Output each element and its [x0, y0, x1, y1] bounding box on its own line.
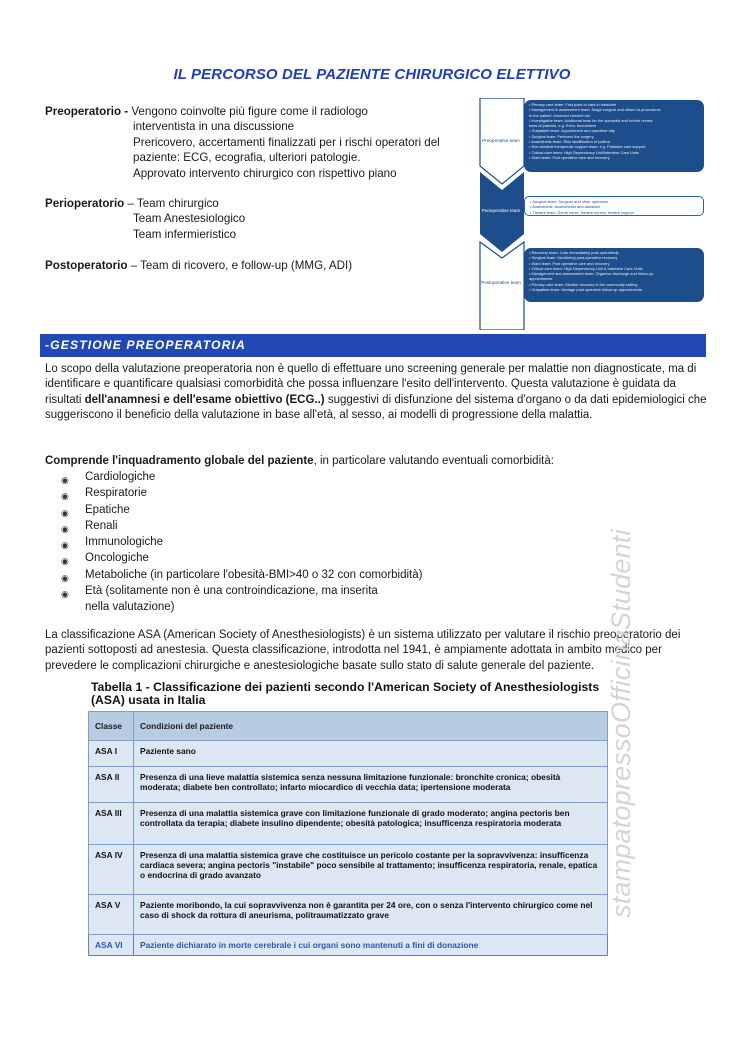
section-title: -GESTIONE PREOPERATORIA: [45, 338, 246, 352]
bullet-icon: ◉: [61, 572, 69, 583]
phase-line: Approvato intervento chirurgico con rispettivo piano: [133, 166, 397, 180]
table-title: Tabella 1 - Classificazione dei pazienti secondo l'American Society of Anesthesiologists (ASA) usata in Italia: [91, 680, 600, 707]
phase-postoperatorio: [45, 258, 470, 273]
watermark: stampatopressoOfficinaStudenti: [606, 529, 636, 918]
phase-line: – Team chirurgico: [124, 197, 219, 210]
post-team-box: [524, 248, 704, 302]
phase-perioperatorio: [45, 196, 470, 242]
list-item-text: Età (solitamente non è una controindicazione, ma inserita nella valutazione): [85, 585, 378, 614]
phase-line: paziente: ECG, ecografia, ulteriori patologie.: [133, 151, 361, 165]
table-row: [89, 803, 608, 845]
team-flow-diagram: [478, 98, 706, 330]
box-line: • Surgical team: Performs the surgery: [529, 133, 594, 139]
box-line: • Surgical team: Surgeon and other operators: [530, 199, 609, 204]
box-line: • Anaesthetic: Anaesthetist and assistant: [530, 204, 600, 210]
bullet-icon: ◉: [61, 540, 69, 551]
bullet-icon: ◉: [61, 523, 69, 534]
box-line: • Management and assessment team: Organise discharge and follow-up: [529, 271, 654, 277]
box-line: • Surgical team: Monitoring post-operative recovery: [529, 255, 618, 261]
bullet-icon: ◉: [61, 589, 69, 600]
box-line: • Outpatient team: Appointment and operative day: [529, 128, 615, 134]
phase-line: Team Anestesiologico: [133, 212, 246, 226]
box-line: • Outpatient team: Manage post operative follow-up appointments: [529, 287, 642, 293]
phase-line: – Team di ricovero, e follow-up (MMG, ADI): [127, 259, 353, 272]
phase-line: Vengono coinvolte più figure come il radiologo: [131, 105, 368, 118]
list-item: [60, 550, 480, 566]
stage-label: Preoperative team: [482, 138, 520, 143]
intro-paragraph: [45, 362, 707, 424]
box-line: • Ward team: Post operative care and recovery: [529, 260, 610, 266]
phase-label: Perioperatorio: [45, 197, 125, 210]
box-line: • Critical care team: High Dependency Unit/Intensive Care Units: [529, 149, 639, 155]
bullet-icon: ◉: [61, 507, 69, 518]
comorbidity-intro-bold: Comprende l'inquadramento globale del paziente: [45, 455, 314, 467]
table-row: [89, 845, 608, 895]
table-cell-condition: Presenza di una malattia sistemica grave che costituisce un pericolo costante per la sopravvivenza: insufficenza cardiaca severa; angina pectoris "instabile" poco sensibile al trattamento; insufficenza respiratoria, renale, epatica o endocrina di grado avanzato: [134, 845, 608, 895]
intro-bold: dell'anamnesi e dell'esame obiettivo (ECG..): [84, 393, 325, 406]
page-title: IL PERCORSO DEL PAZIENTE CHIRURGICO ELETTIVO: [173, 66, 571, 83]
phase-line: interventista in una discussione: [133, 120, 295, 134]
box-line: • Primary care team: First point of care in medicine: [529, 102, 617, 107]
list-item: [60, 502, 480, 518]
box-line: • Management & assessment team: Stage surgical and inform to procedures: [529, 107, 661, 113]
box-line: to the patient, informed consent etc.: [529, 112, 591, 118]
phase-label: Postoperatorio: [45, 259, 128, 272]
list-item-text: Respiratorie: [85, 487, 147, 500]
table-cell-class: ASA III: [89, 803, 134, 845]
list-item: [60, 518, 480, 534]
table-cell-class: ASA I: [89, 741, 134, 767]
phase-line: Prericovero, accertamenti finalizzati per i rischi operatori del: [133, 135, 440, 149]
table-cell-class: ASA II: [89, 767, 134, 803]
comorbidity-list: [60, 469, 480, 616]
table-cell-condition: Paziente moribondo, la cui sopravvivenza non è garantita per 24 ore, con o senza l'intervento chirurgico come nel caso di shock da rottura di aneurisma, politraumatizzato grave: [134, 895, 608, 935]
peri-team-box: [524, 196, 704, 216]
intro-text: Lo scopo della valutazione preoperatoria non è quello di effettuare uno screening generale per malattie non diagnosticate, ma di identificare e quantificare qualsiasi comorbidità che possa influenzare l'esito dell'intervento. Questa valutazione è guidata da risultati: [45, 363, 697, 406]
bullet-icon: ◉: [61, 491, 69, 502]
column-header: Classe: [89, 712, 134, 741]
section-header: [40, 334, 706, 357]
pre-team-box: [524, 100, 704, 172]
asa-table-figure: [88, 681, 610, 951]
table-row: [89, 935, 608, 956]
list-item: [60, 567, 480, 583]
table-row: [89, 767, 608, 803]
phase-label: Preoperatorio -: [45, 105, 132, 118]
list-item-text: Metaboliche (in particolare l'obesità-BMI>40 o 32 con comorbidità): [85, 568, 423, 581]
phase-preoperatorio: [45, 104, 470, 181]
stage-post: [478, 242, 524, 330]
list-item-text: Cardiologiche: [85, 471, 156, 483]
list-item: [60, 583, 385, 616]
box-line: • Non-medical therapeutic support team: e.g. Palliative care support: [529, 144, 646, 150]
table-cell-condition: Paziente sano: [134, 741, 608, 767]
table-row: [89, 895, 608, 935]
table-cell-condition: Paziente dichiarato in morte cerebrale i cui organi sono mantenuti a fini di donazione: [134, 935, 608, 956]
stage-label: Perioperative team: [481, 208, 521, 213]
intro-text: suggestivi di disfunzione del sistema d'organo o da dati epidemiologici che suggeriscono il beneficio della valutazione in base all'età, al sesso, ai modelli di progressione della malattia.: [45, 393, 707, 422]
box-line: • Anaesthetic team: Risk stratification of patient: [529, 139, 610, 145]
box-line: appointments: [529, 276, 553, 282]
asa-paragraph: La classificazione ASA (American Society of Anesthesiologists) è un sistema utilizzato per valutare il rischio preoperatorio dei pazienti sottoposti ad anestesia. Questa classificazione, introdotta nel 1941, è ampiamente adottata in ambito medico per prevedere le complicazioni chirurgiche e anestesiologiche basate sullo stato di salute generale del paziente.: [45, 629, 681, 672]
phase-line: Team infermieristico: [133, 227, 237, 241]
column-header: Condizioni del paziente: [134, 712, 608, 741]
list-item: [60, 534, 480, 550]
list-item-text: Oncologiche: [85, 552, 149, 565]
box-line: tests of patients, e.g. Echo, biomarkers: [529, 123, 597, 129]
table-cell-condition: Presenza di una lieve malattia sistemica senza nessuna limitazione funzionale: bronchite cronica; obesità moderata; diabete ben controllato; infarto miocardico di vecchia data; ipertensione moderata: [134, 767, 608, 803]
table-cell-class: ASA V: [89, 895, 134, 935]
bullet-icon: ◉: [61, 475, 69, 485]
list-item: [60, 469, 480, 485]
table-cell-condition: Presenza di una malattia sistemica grave con limitazione funzionale di grado moderato; angina pectoris ben controllata da terapia; diabete insulino dipendente; obesità patologica; insufficenza respiratoria moderata: [134, 803, 608, 845]
table-cell-class: ASA VI: [89, 935, 134, 956]
table-header-row: [89, 712, 608, 741]
box-line: • Primary care team: Monitor recovery in the community setting: [529, 281, 638, 287]
comorbidity-intro-text: , in particolare valutando eventuali comorbidità:: [313, 455, 554, 467]
stage-label: Postoperative team: [481, 280, 521, 285]
box-line: • Ward team: Post operative care and recovery: [529, 154, 610, 160]
asa-table: [88, 711, 608, 956]
comorbidity-intro: [45, 454, 707, 469]
box-line: • Theatre team: Scrub nurse, theatre nurses, theatre support: [530, 209, 635, 215]
list-item-text: Renali: [85, 519, 118, 532]
stage-peri: [478, 172, 524, 252]
box-line: • Investigative team: Additional tests for the specialist and further review: [529, 117, 653, 123]
list-item: [60, 485, 480, 501]
list-item-text: Immunologiche: [85, 536, 163, 549]
bullet-icon: ◉: [61, 556, 69, 567]
table-row: [89, 741, 608, 767]
box-line: • Critical care team: High Dependency Unit & Intensive Care Units: [529, 265, 643, 271]
box-line: • Recovery team: Care immediately post-operatively: [529, 250, 619, 255]
table-cell-class: ASA IV: [89, 845, 134, 895]
list-item-text: Epatiche: [85, 503, 130, 516]
